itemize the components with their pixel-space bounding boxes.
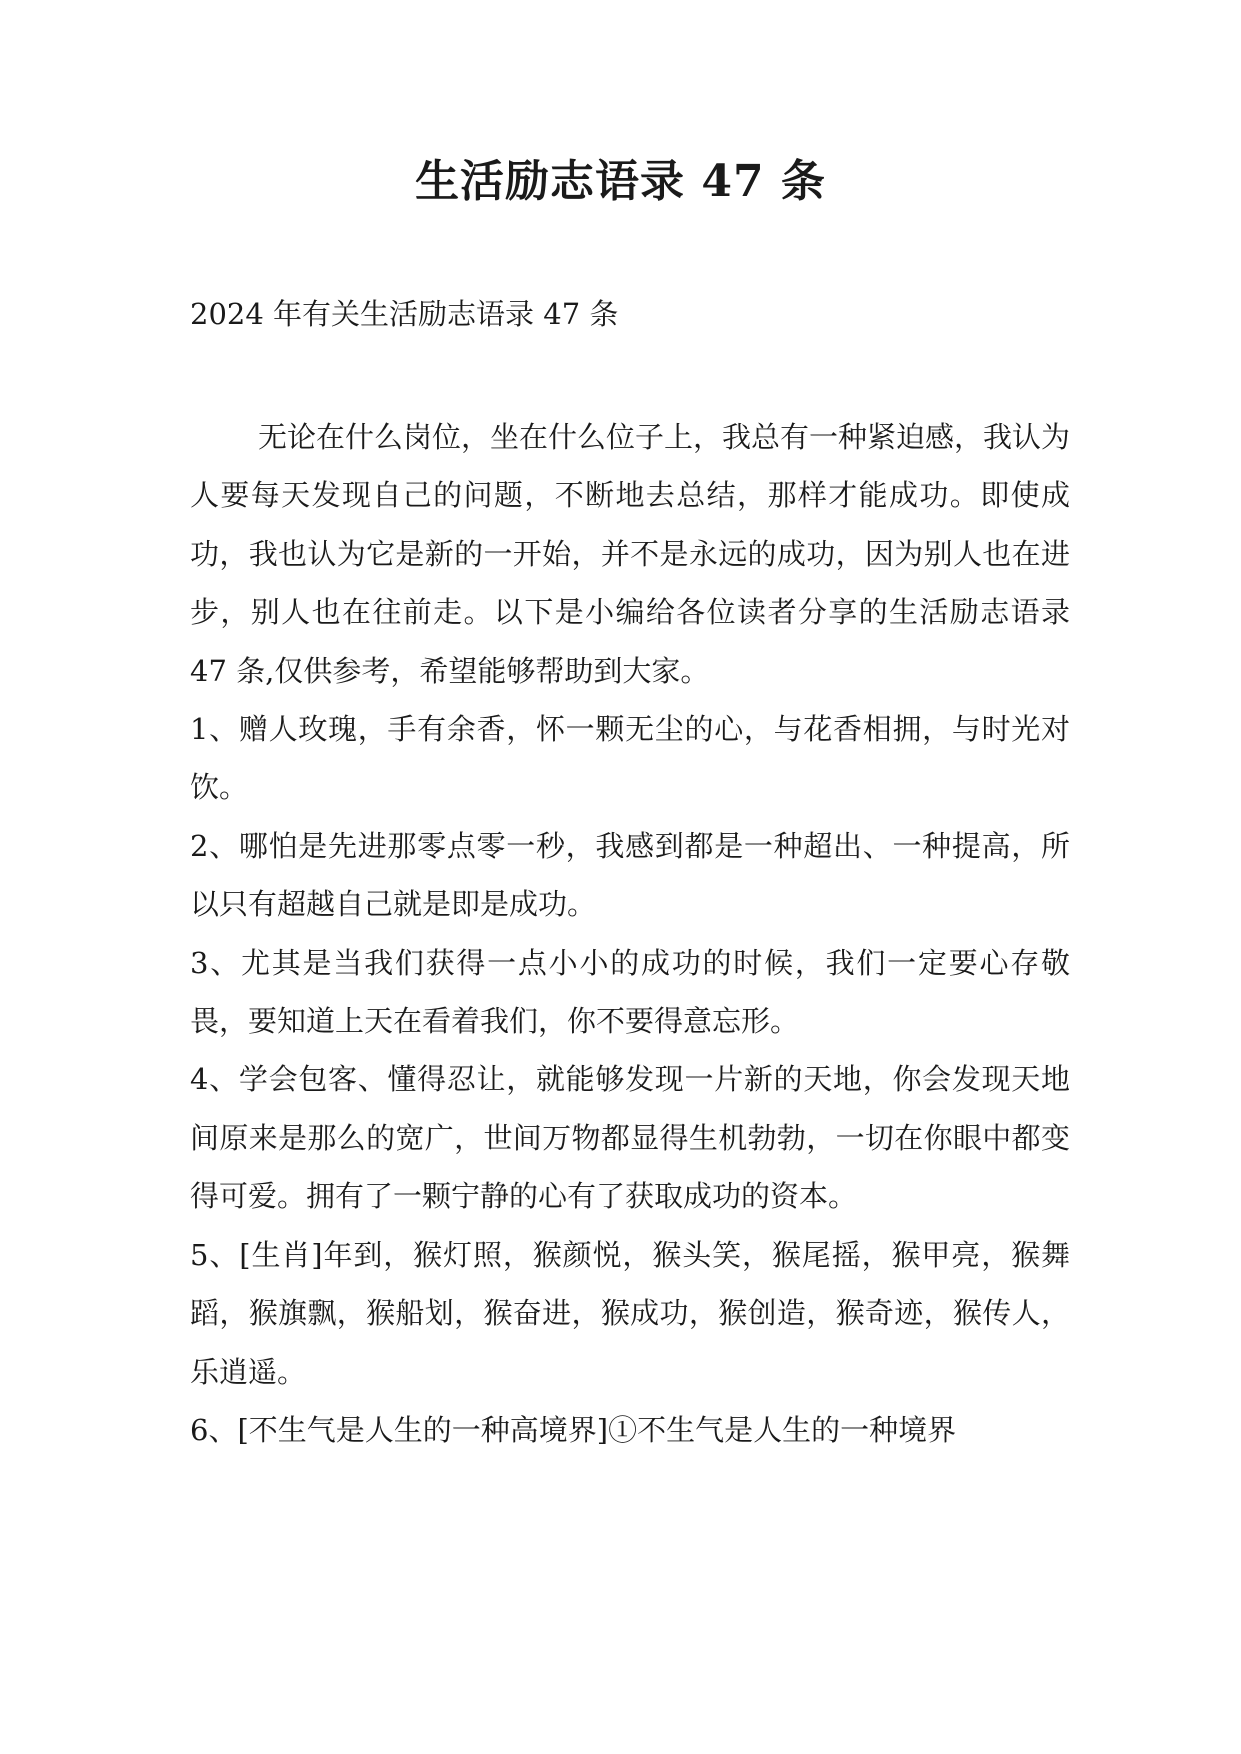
list-item: 2、哪怕是先进那零点零一秒，我感到都是一种超出、一种提高，所以只有超越自己就是即是成功。 (190, 828, 1070, 922)
document-body (190, 408, 1070, 1459)
list-item: 5、[生肖]年到，猴灯照，猴颜悦，猴头笑，猴尾摇，猴甲亮，猴舞蹈，猴旗飘，猴船划，猴奋进，猴成功，猴创造，猴奇迹，猴传人，乐逍遥。 (190, 1237, 1070, 1389)
document-title: 生活励志语录 47 条 (415, 156, 826, 207)
intro-paragraph: 无论在什么岗位，坐在什么位子上，我总有一种紧迫感，我认为人要每天发现自己的问题，不断地去总结，那样才能成功。即使成功，我也认为它是新的一开始，并不是永远的成功，因为别人也在进步，别人也在往前走。以下是小编给各位读者分享的生活励志语录 47 条,仅供参考，希望能够帮助到大家。 (190, 420, 1071, 688)
list-item: 4、学会包客、懂得忍让，就能够发现一片新的天地，你会发现天地间原来是那么的宽广，世间万物都显得生机勃勃，一切在你眼中都变得可爱。拥有了一颗宁静的心有了获取成功的资本。 (190, 1062, 1070, 1214)
list-item: 6、[不生气是人生的一种高境界]①不生气是人生的一种境界 (190, 1412, 957, 1447)
list-item: 1、赠人玫瑰，手有余香，怀一颗无尘的心，与花香相拥，与时光对饮。 (190, 712, 1070, 805)
list-item: 3、尤其是当我们获得一点小小的成功的时候，我们一定要心存敬畏，要知道上天在看着我们，你不要得意忘形。 (190, 945, 1070, 1039)
document-subtitle: 2024 年有关生活励志语录 47 条 (190, 297, 619, 331)
